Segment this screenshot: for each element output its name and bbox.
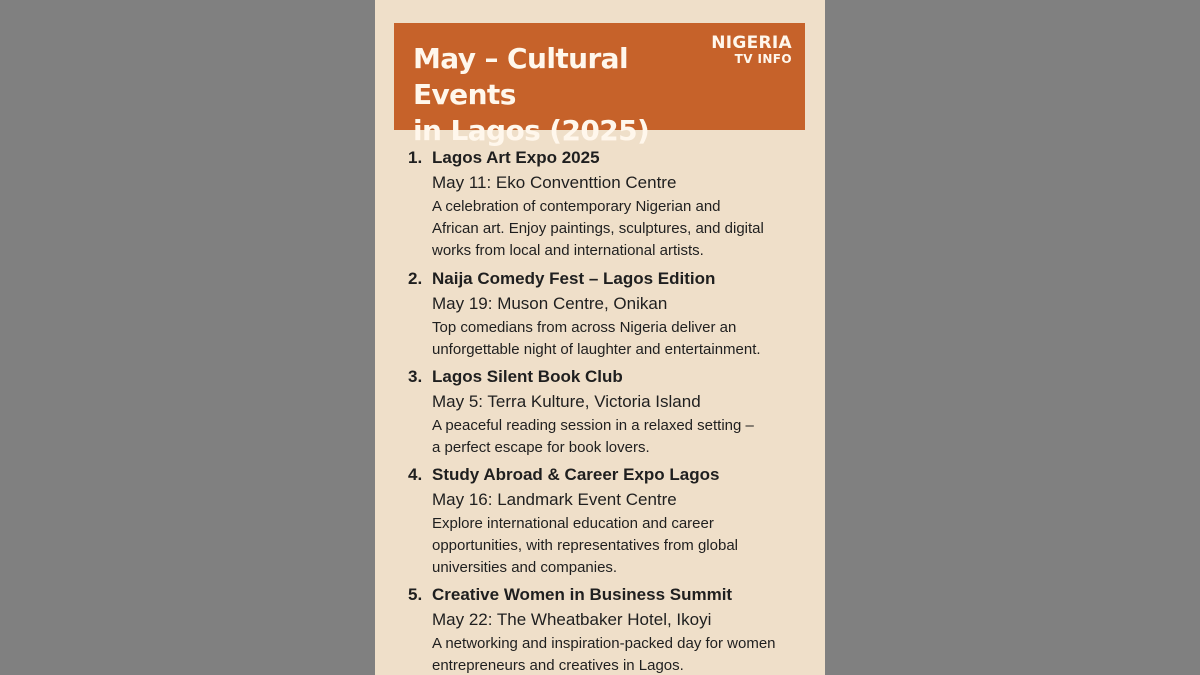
event-description — [432, 513, 817, 579]
event-number: 3. — [408, 367, 423, 386]
event-date-venue: May 22: The Wheatbaker Hotel, Ikoyi — [432, 610, 712, 629]
event-date-venue: May 16: Landmark Event Centre — [432, 490, 677, 509]
event-description-line: A celebration of contemporary Nigerian and — [432, 198, 721, 215]
event-description-line: opportunities, with representatives from global — [432, 537, 738, 554]
event-description — [432, 317, 817, 361]
event-title: Lagos Art Expo 2025 — [432, 148, 600, 167]
event-description-line: Explore international education and career — [432, 515, 714, 532]
event-description-line: A peaceful reading session in a relaxed setting – — [432, 417, 754, 434]
event-title: Naija Comedy Fest – Lagos Edition — [432, 269, 716, 288]
event-description-line: universities and companies. — [432, 559, 618, 576]
event-number: 4. — [408, 465, 423, 484]
event-description-line: works from local and international artists. — [432, 242, 704, 259]
event-body — [432, 583, 817, 675]
event-date-venue: May 19: Muson Centre, Onikan — [432, 294, 668, 313]
title-line-1: May – Cultural Events — [413, 42, 628, 111]
logo-sub-text: TV INFO — [734, 52, 792, 66]
event-description — [432, 633, 817, 675]
event-number: 1. — [408, 148, 423, 167]
poster-header — [394, 23, 805, 147]
event-description — [432, 196, 817, 262]
event-description-line: entrepreneurs and creatives in Lagos. — [432, 657, 684, 674]
poster-title — [413, 41, 733, 149]
event-description-line: Top comedians from across Nigeria deliver an — [432, 319, 737, 336]
event-body — [432, 267, 817, 361]
logo-main-text: NIGERIA — [711, 33, 792, 53]
event-date-venue: May 11: Eko Conventtion Centre — [432, 173, 677, 192]
event-date-venue: May 5: Terra Kulture, Victoria Island — [432, 392, 701, 411]
event-title: Creative Women in Business Summit — [432, 585, 733, 604]
event-title: Study Abroad & Career Expo Lagos — [432, 465, 720, 484]
events-poster — [375, 0, 825, 675]
event-title: Lagos Silent Book Club — [432, 367, 623, 386]
event-number: 2. — [408, 269, 423, 288]
event-description — [432, 415, 817, 459]
event-body — [432, 365, 817, 459]
event-description-line: A networking and inspiration-packed day for women — [432, 635, 776, 652]
nigeria-tv-info-logo — [711, 35, 792, 65]
event-description-line: unforgettable night of laughter and entertainment. — [432, 341, 761, 358]
event-description-line: a perfect escape for book lovers. — [432, 439, 650, 456]
event-description-line: African art. Enjoy paintings, sculptures, and digital — [432, 220, 764, 237]
event-body — [432, 146, 817, 262]
event-body — [432, 463, 817, 579]
event-number: 5. — [408, 585, 423, 604]
title-line-2: in Lagos (2025) — [413, 114, 650, 147]
